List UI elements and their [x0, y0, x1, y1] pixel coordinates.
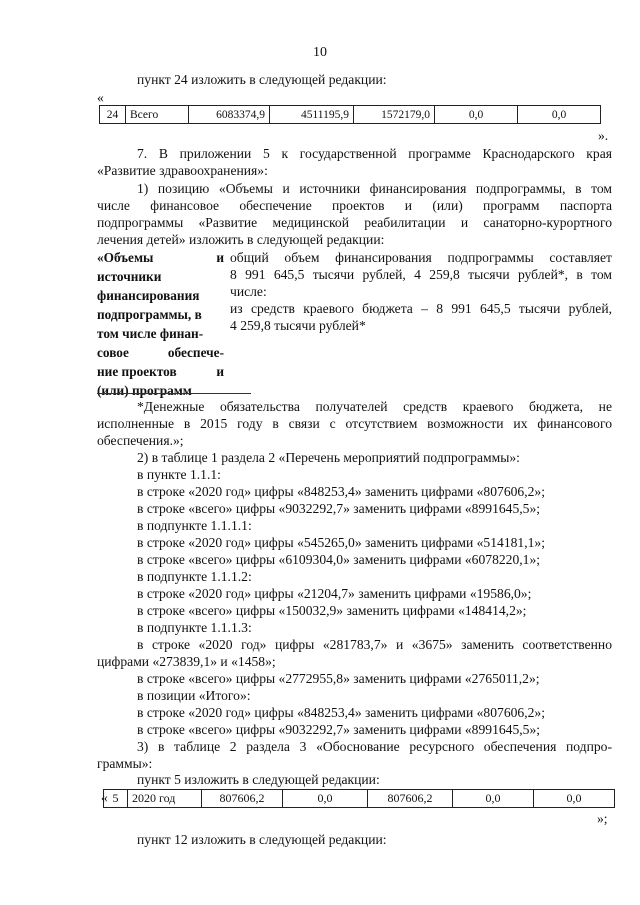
- item1-line2: числе финансовое обеспечение проектов и (или) программ паспорта: [97, 198, 612, 213]
- open-quote-2: «: [101, 790, 108, 805]
- heading-word: ние проектов: [97, 364, 177, 379]
- table-row: [104, 790, 615, 808]
- p24-intro: пункт 24 изложить в следующей редакции:: [137, 72, 387, 87]
- cell-number: 5: [104, 790, 128, 808]
- cell-value-4: 0,0: [518, 106, 601, 124]
- cell-label: 2020 год: [128, 790, 202, 808]
- cell-number: 24: [100, 106, 126, 124]
- desc-line: общий объем финансирования подпрограммы составляет: [230, 250, 612, 265]
- heading-word: совое: [97, 345, 129, 360]
- heading-word: и: [216, 250, 224, 265]
- item2-line: в строке «всего» цифры «9032292,7» заменить цифрами «8991645,5»;: [137, 722, 541, 737]
- cell-value-3: 0,0: [435, 106, 518, 124]
- item2-line: в строке «2020 год» цифры «848253,4» заменить цифрами «807606,2»;: [137, 705, 545, 720]
- page-number: 10: [313, 45, 327, 60]
- desc-line: 4 259,8 тысячи рублей*: [230, 318, 366, 333]
- item2-line: в строке «2020 год» цифры «848253,4» заменить цифрами «807606,2»;: [137, 484, 545, 499]
- item2-line: цифрами «273839,1» и «1458»;: [97, 654, 276, 669]
- table-point-5: [103, 789, 615, 808]
- desc-line: 8 991 645,5 тысячи рублей, 4 259,8 тысячи рублей*, в том: [230, 267, 612, 282]
- item1-line3: подпрограммы «Развитие медицинской реабилитации и санаторно-курортного: [97, 215, 612, 230]
- footnote-divider: [97, 393, 251, 394]
- heading-line: том числе финан-: [97, 326, 204, 341]
- heading-word: и: [216, 364, 224, 379]
- item2-line: в подпункте 1.1.1.3:: [137, 620, 252, 635]
- item2-line: в строке «2020 год» цифры «281783,7» и «3675» заменить соответственно: [137, 637, 612, 652]
- item2-line: в строке «всего» цифры «150032,9» заменить цифрами «148414,2»;: [137, 603, 527, 618]
- item2-line: в строке «2020 год» цифры «545265,0» заменить цифрами «514181,1»;: [137, 535, 545, 550]
- footnote-line2: исполненные в 2015 году в связи с отсутствием возможности их финансового: [97, 416, 612, 431]
- item1-line1: 1) позицию «Объемы и источники финансирования подпрограммы, в том: [137, 181, 612, 196]
- heading-word: обеспече-: [167, 345, 224, 360]
- cell-label: Всего: [126, 106, 189, 124]
- cell-value-1: 4511195,9: [270, 106, 354, 124]
- cell-value-1: 0,0: [283, 790, 368, 808]
- item1-line4: лечения детей» изложить в следующей редакции:: [97, 232, 385, 247]
- item2-line: в строке «всего» цифры «6109304,0» заменить цифрами «6078220,1»;: [137, 552, 541, 567]
- item3-line2: граммы»:: [97, 756, 153, 771]
- heading-line: источники: [97, 269, 162, 284]
- item3-line1: 3) в таблице 2 раздела 3 «Обоснование ресурсного обеспечения подпро-: [137, 739, 612, 754]
- footnote-line3: обеспечения.»;: [97, 433, 184, 448]
- footnote-line1: *Денежные обязательства получателей средств краевого бюджета, не: [137, 399, 612, 414]
- cell-value-4: 0,0: [534, 790, 615, 808]
- table-point-24: [99, 105, 601, 124]
- section7-line2: «Развитие здравоохранения»:: [97, 163, 268, 178]
- cell-value-2: 1572179,0: [354, 106, 435, 124]
- item2-line: в строке «2020 год» цифры «21204,7» заменить цифрами «19586,0»;: [137, 586, 532, 601]
- p12-intro: пункт 12 изложить в следующей редакции:: [137, 832, 387, 847]
- heading-word: «Объемы: [97, 250, 154, 265]
- close-quote-2: »;: [597, 811, 608, 826]
- item2-line: в подпункте 1.1.1.2:: [137, 569, 252, 584]
- financing-description: [230, 249, 612, 334]
- cell-total: 807606,2: [202, 790, 283, 808]
- cell-total: 6083374,9: [189, 106, 270, 124]
- heading-line: (или) программ: [97, 383, 192, 398]
- desc-line: числе:: [230, 284, 267, 299]
- desc-line: из средств краевого бюджета – 8 991 645,5 тысячи рублей,: [230, 301, 612, 316]
- item2-line: в строке «всего» цифры «9032292,7» заменить цифрами «8991645,5»;: [137, 501, 541, 516]
- table-row: [100, 106, 601, 124]
- item2-line: 2) в таблице 1 раздела 2 «Перечень мероприятий подпрограммы»:: [137, 450, 520, 465]
- close-quote-1: ».: [598, 128, 609, 143]
- item2-line: в подпункте 1.1.1.1:: [137, 518, 252, 533]
- p5-intro: пункт 5 изложить в следующей редакции:: [137, 772, 380, 787]
- item2-line: в пункте 1.1.1:: [137, 467, 221, 482]
- item2-line: в строке «всего» цифры «2772955,8» заменить цифрами «2765011,2»;: [137, 671, 540, 686]
- cell-value-3: 0,0: [453, 790, 534, 808]
- heading-line: финансирования: [97, 288, 200, 303]
- section7-line1: 7. В приложении 5 к государственной программе Краснодарского края: [137, 146, 612, 161]
- heading-line: подпрограммы, в: [97, 307, 202, 322]
- cell-value-2: 807606,2: [368, 790, 453, 808]
- open-quote: «: [97, 90, 104, 105]
- financing-heading: [97, 248, 224, 400]
- item2-line: в позиции «Итого»:: [137, 688, 251, 703]
